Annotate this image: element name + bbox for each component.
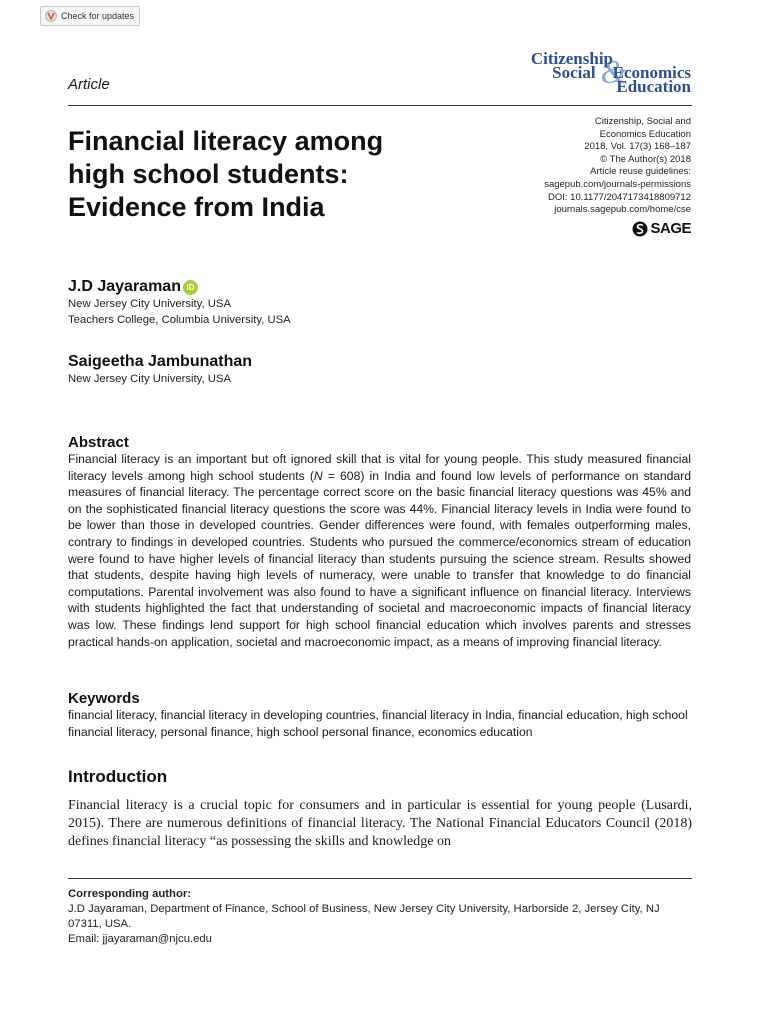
keywords-heading: Keywords	[68, 690, 140, 707]
sage-emblem-icon	[632, 221, 648, 237]
author-name-row	[68, 278, 291, 296]
author-block	[68, 353, 252, 387]
author-name: J.D Jayaraman	[68, 278, 181, 295]
paper-title	[68, 125, 448, 224]
meta-reuse-label: Article reuse guidelines:	[590, 166, 691, 178]
publication-metadata	[451, 116, 691, 217]
check-updates-label: Check for updates	[61, 11, 135, 21]
meta-journal-line: Economics Education	[599, 128, 691, 140]
sage-logo	[632, 220, 691, 237]
corresponding-label: Corresponding author:	[68, 888, 192, 900]
author-name: Saigeetha Jambunathan	[68, 353, 253, 370]
abstract-heading: Abstract	[68, 434, 129, 451]
abstract-section	[68, 434, 691, 650]
introduction-heading: Introduction	[68, 767, 168, 786]
logo-line-1: Citizenship	[530, 49, 613, 68]
meta-reuse-link[interactable]: sagepub.com/journals-permissions	[544, 178, 691, 190]
corresponding-author-note	[68, 887, 692, 947]
keywords-section	[68, 690, 691, 740]
corresponding-email[interactable]: Email: jjayaraman@njcu.edu	[68, 933, 212, 945]
meta-doi[interactable]: DOI: 10.1177/2047173418809712	[548, 191, 691, 203]
crossmark-icon	[45, 10, 57, 22]
logo-ampersand: &	[600, 54, 627, 91]
author-block	[68, 278, 291, 328]
logo-word-economics: Economics	[612, 63, 691, 82]
check-for-updates-button[interactable]	[40, 6, 140, 26]
abstract-text: ) in India and found low levels of performance on standard measures of financial literacy. The percentage correct score on the basic financial literacy questions was 45% and on the sophisticated financial literacy questions the score was 44%. Financial literacy levels in India were found to be lower than those in developed countries. Gender differences were found, with females outperforming males, contrary to findings in developed countries. Students who pursued the commerce/economics stream of education were found to have higher levels of financial literacy than students pursuing the science stream. Results showed that students, despite having high levels of numeracy, were unable to transfer that knowledge to do financial computations. Parental involvement was also found to have a significant influence on financial literacy. Interviews with students highlighted the fact that understanding of societal and macroeconomic impacts of financial literacy was low. These findings lend support for high school financial education which involves parents and stresses practical hands-on application, societal and macroeconomic impact, as a means of improving financial literacy.	[68, 468, 691, 649]
meta-journal-link[interactable]: journals.sagepub.com/home/cse	[554, 204, 691, 216]
keywords-list: financial literacy, financial literacy in developing countries, financial literacy in India, financial education, high school financial literacy, personal finance, high school personal finance, economics education	[68, 708, 688, 739]
article-type-label: Article	[68, 76, 110, 93]
title-line: Financial literacy among	[68, 126, 384, 156]
meta-copyright: © The Author(s) 2018	[600, 153, 691, 165]
abstract-body	[68, 451, 691, 650]
meta-journal-line: Citizenship, Social and	[594, 116, 691, 127]
logo-line-3: Education	[616, 77, 691, 96]
abstract-text: Financial literacy is an important but oft ignored skill that is vital for young people. This study measured financial literacy levels among high school students (	[68, 452, 691, 483]
header-divider	[68, 105, 692, 106]
footnote-divider	[68, 878, 692, 879]
sage-wordmark: SAGE	[650, 220, 691, 237]
corresponding-address: 07311, USA.	[68, 918, 132, 930]
author-affiliation: Teachers College, Columbia University, USA	[68, 314, 291, 326]
abstract-n-symbol: N	[313, 468, 323, 483]
author-affiliation: New Jersey City University, USA	[68, 298, 231, 310]
title-line: high school students:	[68, 159, 349, 189]
orcid-icon[interactable]: iD	[183, 280, 198, 295]
introduction-section	[68, 767, 692, 850]
logo-word-social: Social	[552, 63, 596, 82]
abstract-n-value: = 608	[322, 468, 361, 483]
title-line: Evidence from India	[68, 192, 325, 222]
corresponding-address: J.D Jayaraman, Department of Finance, School of Business, New Jersey City University, Harborside 2, Jersey City, NJ	[68, 903, 660, 915]
meta-volume: 2018, Vol. 17(3) 168–187	[584, 141, 691, 153]
introduction-body: Financial literacy is a crucial topic for consumers and in particular is essential for young people (Lusardi, 2015). There are numerous definitions of financial literacy. The National Financial Educators Council (2018) defines financial literacy “as possessing the skills and knowledge on	[68, 798, 692, 849]
journal-logo	[521, 50, 691, 94]
author-affiliation: New Jersey City University, USA	[68, 373, 231, 385]
